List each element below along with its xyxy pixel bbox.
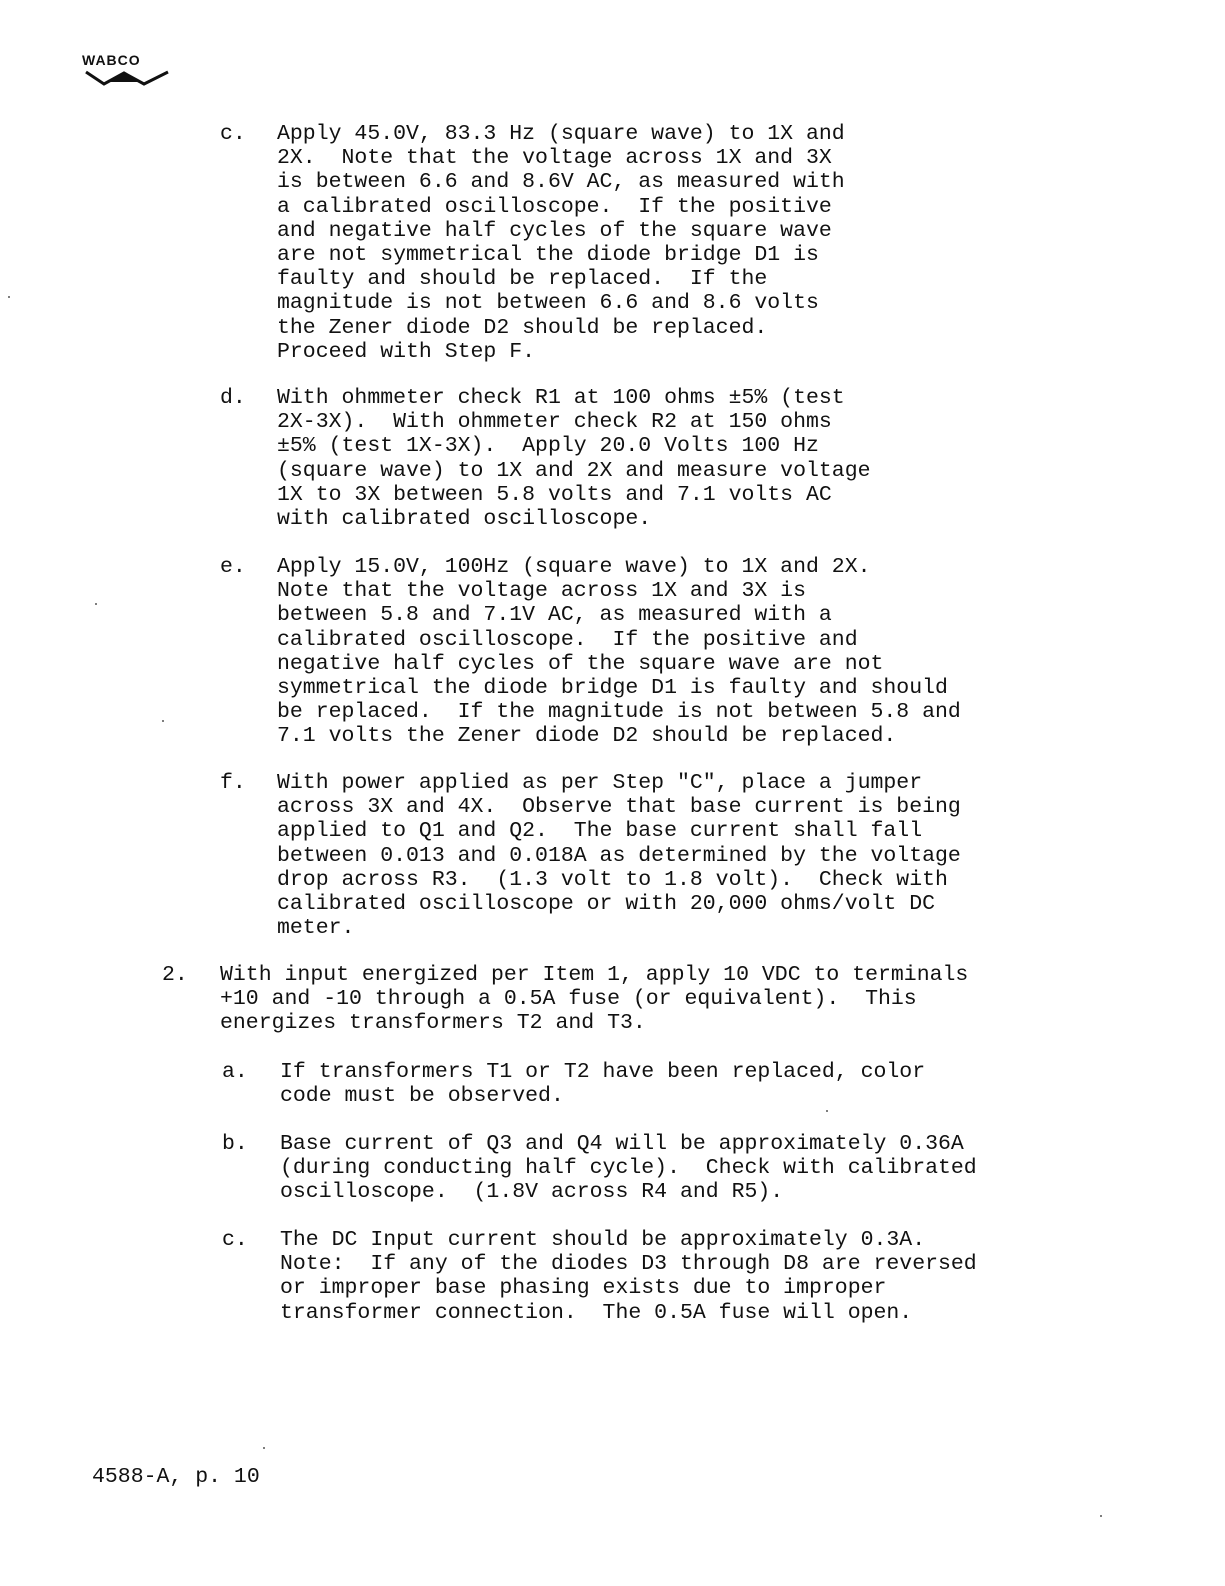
step-text-line: If transformers T1 or T2 have been replaced, color (280, 1060, 926, 1084)
step-text-line: 1X to 3X between 5.8 volts and 7.1 volts AC (277, 482, 832, 507)
step-text-line: Apply 15.0V, 100Hz (square wave) to 1X and 2X. (277, 555, 871, 579)
step-text-line: be replaced. If the magnitude is not between 5.8 and (277, 700, 961, 725)
step-text-line: and negative half cycles of the square wave (277, 218, 832, 243)
step-text-line: Base current of Q3 and Q4 will be approximately 0.36A (280, 1132, 964, 1156)
step-text-line: between 5.8 and 7.1V AC, as measured with a (277, 603, 832, 628)
step-text-line: Note: If any of the diodes D3 through D8 are reversed (280, 1252, 977, 1277)
step-text-line: across 3X and 4X. Observe that base current is being (277, 795, 961, 820)
step-text-line: ±5% (test 1X-3X). Apply 20.0 Volts 100 Hz (277, 434, 819, 459)
step-text-line: negative half cycles of the square wave are not (277, 651, 884, 676)
step-text-line: between 0.013 and 0.018A as determined by the voltage (277, 843, 961, 868)
step-text-line: meter. (277, 916, 355, 941)
scan-speck (263, 1447, 265, 1449)
step-text-line: +10 and -10 through a 0.5A fuse (or equivalent). This (220, 987, 917, 1012)
step-text-line: Proceed with Step F. (277, 339, 536, 364)
step-text-line: is between 6.6 and 8.6V AC, as measured with (277, 170, 845, 195)
wabco-wing-icon (84, 68, 170, 88)
logo-text: WABCO (82, 52, 141, 68)
step-label: c. (222, 1228, 248, 1252)
step-label: a. (222, 1060, 248, 1084)
step-text-line: the Zener diode D2 should be replaced. (277, 315, 768, 340)
step-text-line: drop across R3. (1.3 volt to 1.8 volt). Check with (277, 867, 948, 892)
step-text-line: Apply 45.0V, 83.3 Hz (square wave) to 1X and (277, 122, 845, 146)
step-label: f. (220, 771, 246, 795)
step-text-line: calibrated oscilloscope. If the positive and (277, 627, 858, 652)
step-text-line: 2X-3X). With ohmmeter check R2 at 150 ohms (277, 410, 832, 435)
step-text-line: The DC Input current should be approximately 0.3A. (280, 1228, 926, 1252)
step-text-line: With input energized per Item 1, apply 10 VDC to terminals (220, 963, 969, 987)
scan-speck (95, 603, 97, 605)
step-label: c. (220, 122, 246, 146)
step-text-line: Note that the voltage across 1X and 3X is (277, 579, 806, 604)
step-text-line: 7.1 volts the Zener diode D2 should be replaced. (277, 724, 897, 749)
wabco-logo (82, 52, 174, 92)
scan-speck (162, 720, 164, 722)
step-text-line: (square wave) to 1X and 2X and measure voltage (277, 458, 871, 483)
step-label: e. (220, 555, 246, 579)
step-text-line: or improper base phasing exists due to improper (280, 1276, 887, 1301)
page-reference: 4588-A, p. 10 (92, 1465, 260, 1489)
step-label: 2. (162, 963, 188, 987)
scan-speck (826, 1110, 828, 1112)
step-text-line: applied to Q1 and Q2. The base current shall fall (277, 819, 923, 844)
step-text-line: faulty and should be replaced. If the (277, 267, 768, 292)
step-text-line: (during conducting half cycle). Check with calibrated (280, 1156, 977, 1181)
step-text-line: oscilloscope. (1.8V across R4 and R5). (280, 1180, 784, 1205)
step-text-line: calibrated oscilloscope or with 20,000 ohms/volt DC (277, 892, 936, 916)
step-text-line: are not symmetrical the diode bridge D1 is (277, 243, 819, 267)
step-label: d. (220, 386, 246, 410)
step-text-line: symmetrical the diode bridge D1 is faulty and should (277, 676, 948, 700)
step-text-line: With power applied as per Step "C", place a jumper (277, 771, 923, 795)
step-text-line: code must be observed. (280, 1084, 564, 1109)
step-text-line: With ohmmeter check R1 at 100 ohms ±5% (test (277, 386, 845, 410)
step-text-line: 2X. Note that the voltage across 1X and 3X (277, 146, 832, 171)
scan-speck (8, 296, 10, 298)
step-text-line: transformer connection. The 0.5A fuse will open. (280, 1300, 913, 1325)
step-label: b. (222, 1132, 248, 1156)
scan-speck (1100, 1515, 1102, 1517)
step-text-line: a calibrated oscilloscope. If the positive (277, 194, 832, 219)
step-text-line: with calibrated oscilloscope. (277, 507, 652, 531)
step-text-line: energizes transformers T2 and T3. (220, 1011, 646, 1036)
step-text-line: magnitude is not between 6.6 and 8.6 volts (277, 291, 819, 316)
